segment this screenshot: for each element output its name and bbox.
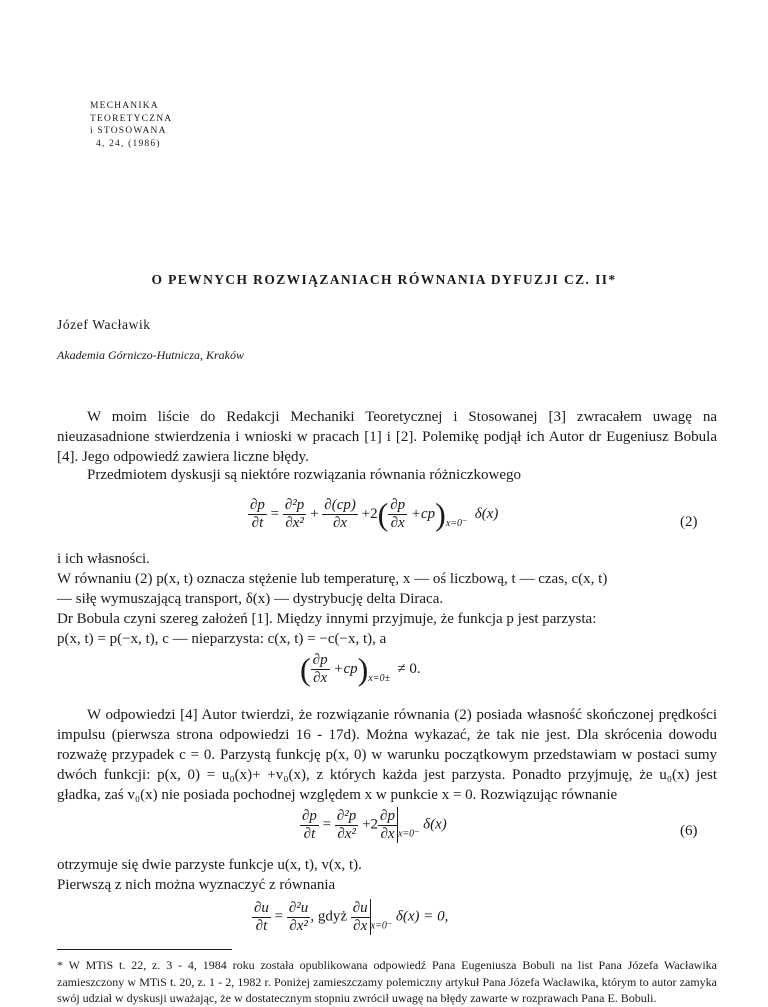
journal-name-line2: TEORETYCZNA [90,113,173,124]
eq7-den-dt: ∂t [252,917,271,935]
eq7-tail: δ(x) = 0, [392,908,449,925]
eq6-condition: x=0⁻ [397,828,420,840]
eq2-cp-term: +cp [410,505,436,522]
eq2-plus: + [310,505,319,522]
journal-name-line1: MECHANIKA [90,101,159,111]
text-assumptions-2: p(x, t) = p(−x, t), c — nieparzysta: c(x, t) = −c(−x, t), a [57,631,387,647]
eq2-equals: = [270,505,280,522]
eq6-coef: +2 [358,816,379,833]
eq6-delta: δ(x) [419,816,447,833]
equation-2: $\frac{\partial p}{\partial t}$ = $\frac{\text{∂²p}}{\text{∂x²}}$ + $\frac{\partial(cp)}{\partial x}$ +2( $\frac{\partial p}{\partial x}$ $+cp)_{x=0^-}$ δ(x) [250,496,499,532]
equation-6 [300,807,447,843]
equation-7 [252,899,448,935]
paragraph-subject: Przedmiotem dyskusji są niektóre rozwiązania równania różniczkowego [87,467,522,483]
eq7-num-du2: ∂u [352,899,368,916]
eq7-condition: x=0⁻ [370,920,393,932]
eq2-den-dx: ∂x [322,514,358,532]
footnote-rule [57,949,232,950]
eq6-den-dx: ∂x [378,825,397,843]
text-definitions-1: W równaniu (2) p(x, t) oznacza stężenie lub temperaturę, x — oś liczbową, t — czas, c(x, t) [57,571,608,587]
eq2-num-dp: ∂p [250,497,265,513]
eq6-num-dp: ∂p [302,807,317,824]
eq2-den-dx2: ∂x² [283,514,306,532]
journal-issue: 4, 24, (1986) [96,138,161,149]
eq6-equals: = [318,816,335,833]
equation-number-2: (2) [680,514,698,530]
ineq-condition: x=0± [368,672,390,684]
author-name: Józef Wacławik [57,317,151,332]
eq7-den-dx: ∂x [351,917,370,935]
eq2-num-dcp: ∂(cp) [324,497,356,513]
article-title: O PEWNYCH ROZWIĄZANIACH RÓWNANIA DYFUZJI CZ. II* [151,272,617,287]
text-properties: i ich własności. [57,551,150,567]
equation-inequality: ( $\frac{\partial p}{\partial x}$ $+cp)_{x=0\pm} \ne 0$. [300,651,421,687]
text-definitions-2: — siłę wymuszającą transport, δ(x) — dystrybucję delta Diraca. [57,591,444,607]
journal-name-line3: i STOSOWANA [90,126,167,136]
paragraph-response: W odpowiedzi [4] Autor twierdzi, że rozwiązanie równania (2) posiada własność skończonej prędkości impulsu (pierwsza strona odpowiedzi 16 - 17d). Można wykazać, że tak nie jest. Dla skrócenia dowodu rozważę przypadek c = 0. Parzystą funkcję p(x, 0) w warunku początkowym przedstawiam w postaci sumy dwóch funkcji: p(x, 0) = u₀(x)+ +v₀(x), z których każda jest parzysta. Ponadto przyjmuję, że u₀(x) jest gładka, zaś v₀(x) nie posiada pochodnej względem x w punkcie x = 0. Rozwiązując równanie [57,707,717,803]
eq2-coef-two: 2 [370,505,378,522]
eq7-comma: , [310,908,318,925]
eq7-num-du: ∂u [254,899,269,916]
eq6-num-d2p: ∂²p [336,807,357,824]
eq6-den-dt: ∂t [300,825,319,843]
text-two-functions: otrzymuje się dwie parzyste funkcje u(x, t), v(x, t). [57,857,362,873]
journal-header [90,100,172,150]
text-first-function: Pierwszą z nich można wyznaczyć z równania [57,877,336,893]
ineq-relation: ≠ 0. [397,660,421,677]
eq7-equals: = [270,908,287,925]
eq2-num-d2p: ∂²p [284,497,305,513]
eq2-delta: δ(x) [474,505,499,522]
text-assumptions-1: Dr Bobula czyni szereg założeń [1]. Między innymi przyjmuje, że funkcja p jest parzysta: [57,611,597,627]
equation-number-6: (6) [680,823,698,839]
author-affiliation: Akademia Górniczo-Hutnicza, Kraków [57,348,244,362]
eq2-condition: x=0⁻ [445,517,468,529]
eq2-den-dt: ∂t [248,514,267,532]
eq6-den-dx2: ∂x² [335,825,358,843]
paragraph-intro: W moim liście do Redakcji Mechaniki Teoretycznej i Stosowanej [3] zwracałem uwagę na nieuzasadnione stwierdzenia i wnioski w pracach [1] i [2]. Polemikę podjął ich Autor dr Eugeniusz Bobula [4]. Jego odpowiedź zawiera liczne błędy. [57,409,717,465]
eq7-gdyz: gdyż [317,908,351,925]
footnote: * W MTiS t. 22, z. 3 - 4, 1984 roku została opublikowana odpowiedź Pana Eugeniusza Bobuli na list Pana Józefa Wacławika zamieszczony w MTiS t. 20, z. 1 - 2, 1982 r. Poniżej zamieszczamy polemiczny artykuł Pana Józefa Wacławika, którym to autor zamyka swój udział w dyskusji uważając, że w dostatecznym stopniu zwrócił uwagę na błędy zawarte w rozprawach Pana E. Bobuli. [57,958,717,1005]
eq7-den-dx2: ∂x² [287,917,310,935]
eq6-num-dp2: ∂p [380,807,395,824]
eq7-num-d2u: ∂²u [288,899,309,916]
